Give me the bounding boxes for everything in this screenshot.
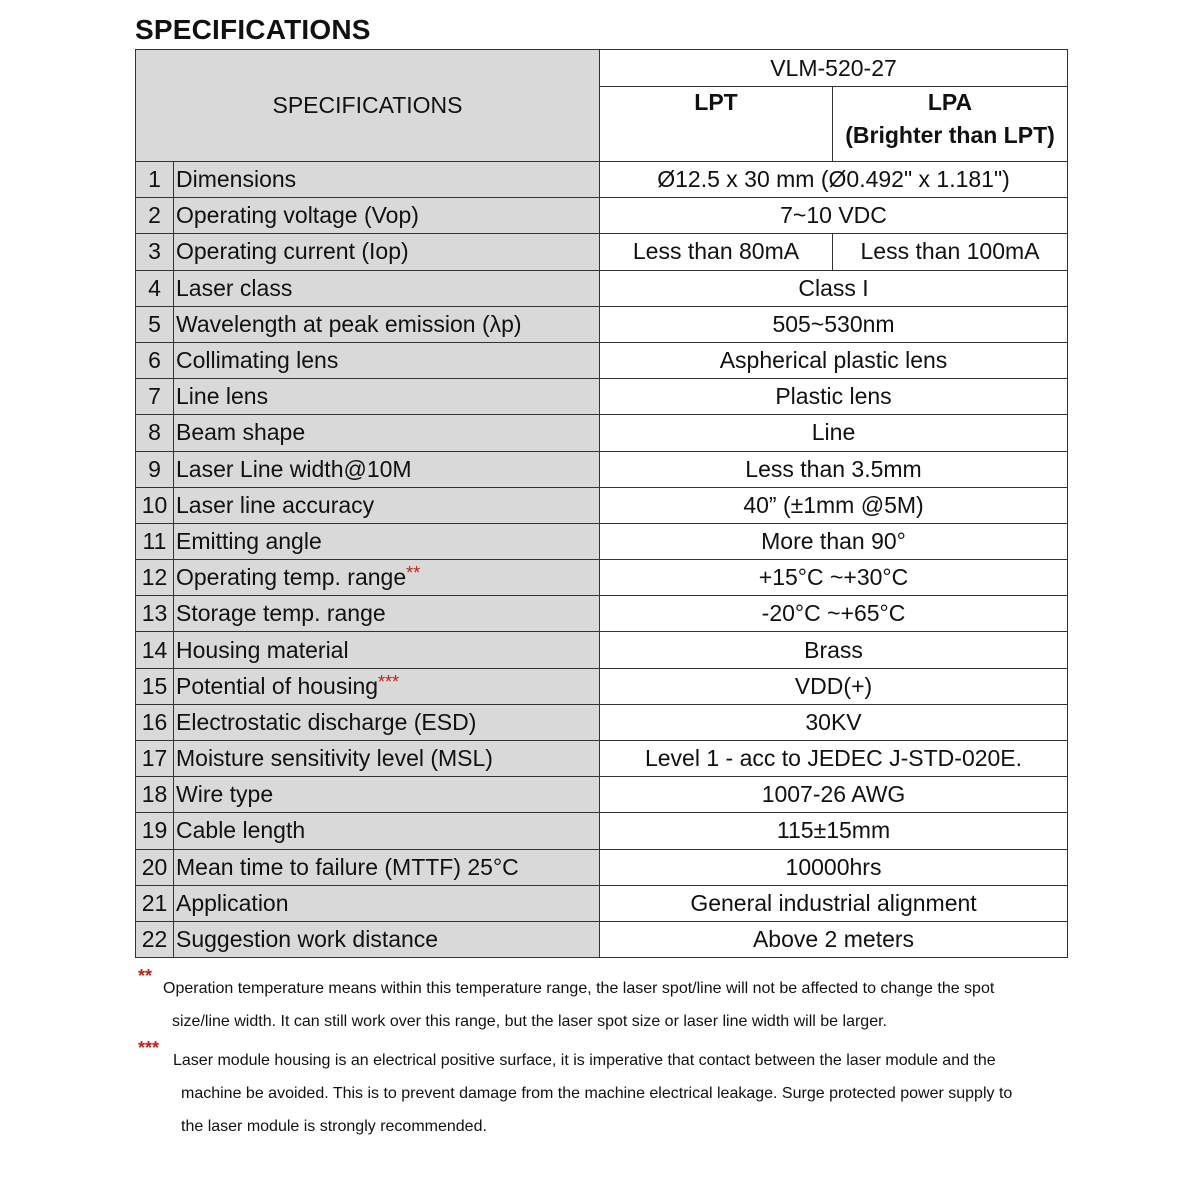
spec-label: Line lens bbox=[176, 383, 269, 410]
footnote-mark: *** bbox=[138, 1038, 160, 1058]
table-row bbox=[136, 306, 1068, 342]
spec-value: Less than 3.5mm bbox=[600, 451, 1068, 487]
spec-value: 115±15mm bbox=[600, 813, 1068, 849]
spec-label-cell bbox=[174, 487, 600, 523]
row-number: 7 bbox=[136, 379, 174, 415]
variant-lpa-header bbox=[833, 87, 1068, 162]
spec-value: +15°C ~+30°C bbox=[600, 560, 1068, 596]
spec-label: Laser Line width@10M bbox=[176, 455, 412, 482]
row-number: 18 bbox=[136, 777, 174, 813]
spec-value: Level 1 - acc to JEDEC J-STD-020E. bbox=[600, 741, 1068, 777]
row-number: 13 bbox=[136, 596, 174, 632]
footnote-mark: ** bbox=[406, 563, 421, 584]
table-row bbox=[136, 741, 1068, 777]
spec-label: Wavelength at peak emission (λp) bbox=[176, 310, 522, 337]
spec-label-cell bbox=[174, 162, 600, 198]
spec-value-lpt: Less than 80mA bbox=[600, 234, 833, 270]
spec-value: Class I bbox=[600, 270, 1068, 306]
spec-label-cell bbox=[174, 885, 600, 921]
table-row bbox=[136, 270, 1068, 306]
spec-label: Moisture sensitivity level (MSL) bbox=[176, 745, 493, 772]
row-number: 20 bbox=[136, 849, 174, 885]
spec-value: General industrial alignment bbox=[600, 885, 1068, 921]
table-row bbox=[136, 523, 1068, 559]
variant-lpt-header bbox=[600, 87, 833, 162]
spec-label: Emitting angle bbox=[176, 527, 322, 554]
table-row bbox=[136, 921, 1068, 957]
spec-value: 7~10 VDC bbox=[600, 198, 1068, 234]
spec-label: Application bbox=[176, 889, 289, 916]
table-row bbox=[136, 777, 1068, 813]
row-number: 22 bbox=[136, 921, 174, 957]
spec-label-cell bbox=[174, 306, 600, 342]
row-number: 15 bbox=[136, 668, 174, 704]
spec-label-cell bbox=[174, 270, 600, 306]
table-row bbox=[136, 234, 1068, 270]
spec-label: Housing material bbox=[176, 636, 349, 663]
table-row bbox=[136, 813, 1068, 849]
row-number: 1 bbox=[136, 162, 174, 198]
row-number: 17 bbox=[136, 741, 174, 777]
variant-lpa-note: (Brighter than LPT) bbox=[845, 122, 1055, 148]
table-row bbox=[136, 379, 1068, 415]
spec-label-cell bbox=[174, 704, 600, 740]
spec-value: Brass bbox=[600, 632, 1068, 668]
row-number: 5 bbox=[136, 306, 174, 342]
spec-value: 30KV bbox=[600, 704, 1068, 740]
spec-label-cell bbox=[174, 234, 600, 270]
spec-label-cell bbox=[174, 596, 600, 632]
spec-label-cell bbox=[174, 523, 600, 559]
spec-label: Operating voltage (Vop) bbox=[176, 202, 419, 229]
footnote-housing-potential bbox=[135, 1038, 1075, 1143]
spec-label-cell bbox=[174, 632, 600, 668]
spec-label-cell bbox=[174, 849, 600, 885]
footnote-mark: *** bbox=[378, 671, 400, 692]
row-number: 21 bbox=[136, 885, 174, 921]
row-number: 14 bbox=[136, 632, 174, 668]
spec-label: Storage temp. range bbox=[176, 600, 386, 627]
table-row bbox=[136, 596, 1068, 632]
spec-label-cell bbox=[174, 921, 600, 957]
spec-label-cell bbox=[174, 668, 600, 704]
row-number: 6 bbox=[136, 342, 174, 378]
spec-label-cell bbox=[174, 560, 600, 596]
spec-label: Laser class bbox=[176, 274, 293, 301]
footnote-line: size/line width. It can still work over this range, but the laser spot size or laser line width will be larger. bbox=[172, 1013, 887, 1030]
spec-value: Line bbox=[600, 415, 1068, 451]
table-row bbox=[136, 668, 1068, 704]
spec-value: 40” (±1mm @5M) bbox=[600, 487, 1068, 523]
specifications-header: SPECIFICATIONS bbox=[136, 50, 600, 162]
spec-label-cell bbox=[174, 741, 600, 777]
spec-value: 1007-26 AWG bbox=[600, 777, 1068, 813]
spec-label: Laser line accuracy bbox=[176, 491, 375, 518]
table-row bbox=[136, 415, 1068, 451]
table-row bbox=[136, 162, 1068, 198]
table-row bbox=[136, 342, 1068, 378]
spec-label-cell bbox=[174, 342, 600, 378]
footnote-mark: ** bbox=[138, 966, 153, 986]
row-number: 2 bbox=[136, 198, 174, 234]
table-row bbox=[136, 849, 1068, 885]
model-header: VLM-520-27 bbox=[600, 50, 1068, 87]
spec-label: Cable length bbox=[176, 817, 306, 844]
table-row bbox=[136, 704, 1068, 740]
spec-label-cell bbox=[174, 415, 600, 451]
spec-label-cell bbox=[174, 451, 600, 487]
spec-label-cell bbox=[174, 198, 600, 234]
table-row bbox=[136, 885, 1068, 921]
variant-lpa-label: LPA bbox=[927, 89, 973, 115]
spec-label-cell bbox=[174, 813, 600, 849]
row-number: 4 bbox=[136, 270, 174, 306]
spec-label: Mean time to failure (MTTF) 25°C bbox=[176, 853, 519, 880]
specifications-table bbox=[135, 49, 1068, 958]
page-title: SPECIFICATIONS bbox=[135, 14, 371, 45]
table-row bbox=[136, 560, 1068, 596]
footnote-operating-temp bbox=[135, 966, 1075, 1038]
spec-value: Aspherical plastic lens bbox=[600, 342, 1068, 378]
spec-label: Electrostatic discharge (ESD) bbox=[176, 708, 477, 735]
table-header-row-1 bbox=[136, 50, 1068, 87]
footnote-line: Operation temperature means within this temperature range, the laser spot/line will not be affected to change the spot bbox=[163, 980, 995, 997]
spec-value: Ø12.5 x 30 mm (Ø0.492" x 1.181") bbox=[600, 162, 1068, 198]
row-number: 8 bbox=[136, 415, 174, 451]
row-number: 16 bbox=[136, 704, 174, 740]
spec-label: Beam shape bbox=[176, 419, 306, 446]
table-row bbox=[136, 451, 1068, 487]
spec-value: Above 2 meters bbox=[600, 921, 1068, 957]
spec-value: Plastic lens bbox=[600, 379, 1068, 415]
table-row bbox=[136, 632, 1068, 668]
spec-label: Potential of housing bbox=[176, 672, 379, 699]
footnotes bbox=[135, 966, 1075, 1149]
row-number: 10 bbox=[136, 487, 174, 523]
spec-value: VDD(+) bbox=[600, 668, 1068, 704]
spec-label: Dimensions bbox=[176, 166, 297, 193]
spec-value: 505~530nm bbox=[600, 306, 1068, 342]
spec-value: -20°C ~+65°C bbox=[600, 596, 1068, 632]
row-number: 19 bbox=[136, 813, 174, 849]
table-row bbox=[136, 487, 1068, 523]
table-row bbox=[136, 198, 1068, 234]
spec-label-cell bbox=[174, 379, 600, 415]
spec-label: Operating temp. range bbox=[176, 564, 407, 591]
variant-lpt-label: LPT bbox=[694, 89, 738, 115]
spec-label: Operating current (Iop) bbox=[176, 238, 409, 265]
spec-label: Suggestion work distance bbox=[176, 926, 439, 953]
spec-value: More than 90° bbox=[600, 523, 1068, 559]
spec-label: Collimating lens bbox=[176, 347, 339, 374]
spec-value: 10000hrs bbox=[600, 849, 1068, 885]
footnote-line: machine be avoided. This is to prevent damage from the machine electrical leakage. Surge protected power supply to bbox=[181, 1085, 1013, 1102]
row-number: 3 bbox=[136, 234, 174, 270]
spec-value-lpa: Less than 100mA bbox=[833, 234, 1068, 270]
row-number: 12 bbox=[136, 560, 174, 596]
spec-label-cell bbox=[174, 777, 600, 813]
footnote-line: Laser module housing is an electrical positive surface, it is imperative that contact between the laser module and the bbox=[173, 1052, 996, 1069]
row-number: 11 bbox=[136, 523, 174, 559]
footnote-line: the laser module is strongly recommended. bbox=[181, 1118, 487, 1135]
spec-label: Wire type bbox=[176, 781, 274, 808]
row-number: 9 bbox=[136, 451, 174, 487]
